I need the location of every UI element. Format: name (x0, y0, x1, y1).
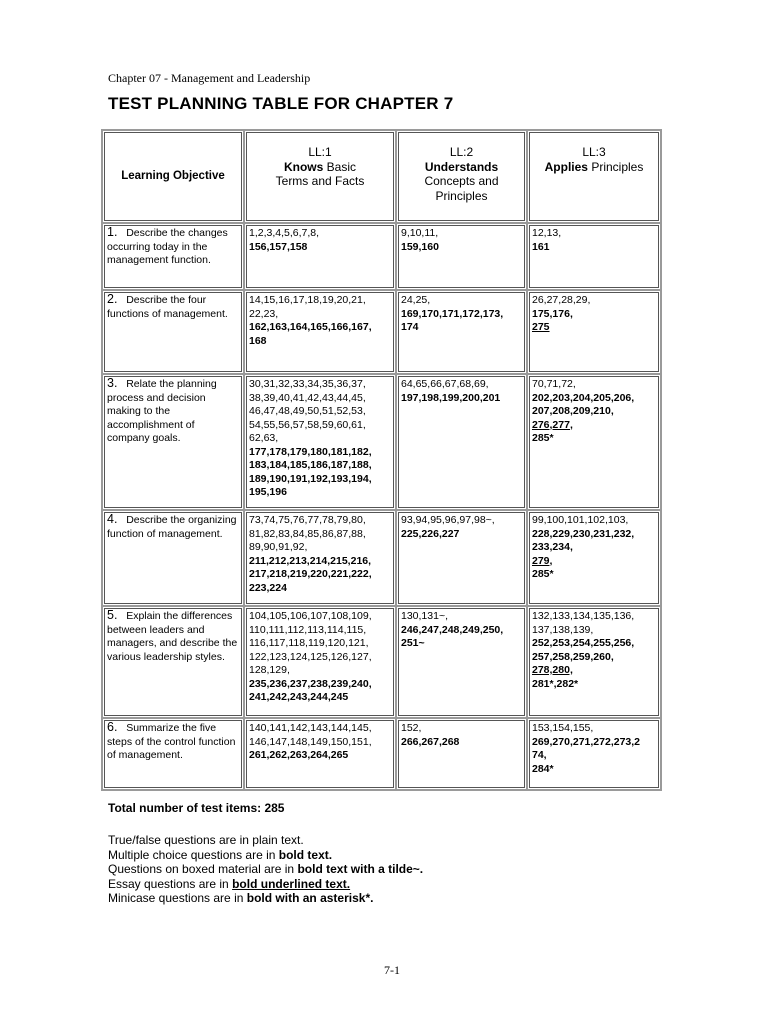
item-numbers-line: 183,184,185,186,187,188, (249, 459, 372, 471)
ll2-items-cell (397, 511, 528, 607)
objective-text: Explain the differences between leaders and managers, and describe the various leadership styles. (107, 610, 238, 663)
item-numbers-line: 74, (532, 749, 547, 761)
objective-text: Describe the four functions of management. (107, 294, 228, 320)
objective-number: 2. (107, 292, 118, 306)
table-row (103, 375, 662, 511)
objective-number: 1. (107, 225, 118, 239)
item-numbers-line: 285* (532, 568, 554, 580)
header-learning-objective: Learning Objective (103, 131, 245, 224)
item-numbers-line: 175,176, (532, 307, 573, 320)
legend-line: Essay questions are in bold underlined text. (108, 876, 351, 891)
item-numbers-line: 189,190,191,192,193,194, (249, 472, 372, 485)
item-numbers-line: 62,63, (249, 432, 279, 444)
ll3-items-cell (528, 375, 662, 511)
objective-text: Describe the changes occurring today in the management function. (107, 227, 228, 266)
table-row (103, 719, 662, 791)
ll1-items-cell (245, 511, 397, 607)
item-numbers-line: 168 (249, 334, 267, 347)
item-numbers-line: 132,133,134,135,136, (532, 610, 635, 622)
item-numbers-line: 81,82,83,84,85,86,87,88, (249, 527, 366, 540)
ll1-items-cell (245, 375, 397, 511)
item-numbers-line: 130,131~, (401, 610, 449, 622)
item-numbers-line: 241,242,243,244,245 (249, 691, 349, 703)
legend-line: Multiple choice questions are in bold text. (108, 847, 333, 862)
item-numbers-line: 9,10,11, (401, 227, 439, 239)
objective-number: 5. (107, 608, 118, 622)
item-numbers-line: 22,23, (249, 307, 279, 320)
item-numbers-line: 26,27,28,29, (532, 294, 591, 306)
item-numbers-line: 261,262,263,264,265 (249, 749, 349, 761)
learning-objective-cell (103, 375, 245, 511)
item-numbers-line: 278,280, (532, 664, 573, 676)
item-numbers-line: 161 (532, 240, 550, 253)
item-numbers-line: 153,154,155, (532, 722, 594, 734)
item-numbers-line: 269,270,271,272,273,2 (532, 735, 641, 748)
item-numbers-line: 228,229,230,231,232, (532, 527, 635, 540)
table-row (103, 607, 662, 719)
item-numbers-line: 128,129, (249, 664, 290, 676)
objective-number: 4. (107, 512, 118, 526)
ll3-items-cell (528, 511, 662, 607)
item-numbers-line: 159,160 (401, 240, 439, 253)
item-numbers-line: 54,55,56,57,58,59,60,61, (249, 418, 366, 431)
ll1-items-cell (245, 224, 397, 291)
objective-text: Summarize the five steps of the control function of management. (107, 722, 236, 761)
item-numbers-line: 162,163,164,165,166,167, (249, 321, 372, 333)
item-numbers-line: 281*,282* (532, 677, 579, 690)
objective-text: Describe the organizing function of management. (107, 514, 237, 540)
item-numbers-line: 46,47,48,49,50,51,52,53, (249, 405, 366, 417)
item-numbers-line: 156,157,158 (249, 240, 308, 253)
item-numbers-line: 279, (532, 554, 553, 567)
item-numbers-line: 174 (401, 321, 419, 333)
table-row (103, 291, 662, 375)
item-numbers-line: 211,212,213,214,215,216, (249, 554, 372, 567)
item-numbers-line: 110,111,112,113,114,115, (249, 623, 367, 636)
item-numbers-line: 266,267,268 (401, 735, 460, 748)
item-numbers-line: 252,253,254,255,256, (532, 637, 635, 649)
item-numbers-line: 140,141,142,143,144,145, (249, 722, 372, 734)
ll2-items-cell (397, 375, 528, 511)
item-numbers-line: 89,90,91,92, (249, 541, 308, 553)
item-numbers-line: 104,105,106,107,108,109, (249, 610, 372, 622)
legend-line: True/false questions are in plain text. (108, 833, 304, 847)
objective-number: 3. (107, 376, 118, 390)
item-numbers-line: 152, (401, 722, 422, 734)
legend (108, 833, 423, 906)
ll1-items-cell (245, 719, 397, 791)
ll2-items-cell (397, 719, 528, 791)
item-numbers-line: 225,226,227 (401, 527, 460, 540)
item-numbers-line: 116,117,118,119,120,121, (249, 637, 369, 649)
item-numbers-line: 202,203,204,205,206, (532, 391, 635, 404)
ll2-items-cell (397, 607, 528, 719)
item-numbers-line: 195,196 (249, 486, 287, 498)
item-numbers-line: 217,218,219,220,221,222, (249, 568, 372, 580)
item-numbers-line: 14,15,16,17,18,19,20,21, (249, 294, 366, 306)
item-numbers-line: 1,2,3,4,5,6,7,8, (249, 227, 320, 239)
item-numbers-line: 24,25, (401, 294, 431, 306)
learning-objective-cell (103, 607, 245, 719)
item-numbers-line: 235,236,237,238,239,240, (249, 677, 372, 690)
ll1-items-cell (245, 291, 397, 375)
learning-objective-cell (103, 719, 245, 791)
item-numbers-line: 177,178,179,180,181,182, (249, 445, 372, 458)
item-numbers-line: 207,208,209,210, (532, 405, 614, 417)
item-numbers-line: 285* (532, 432, 554, 444)
item-numbers-line: 93,94,95,96,97,98~, (401, 514, 495, 526)
header-ll1: LL:1 Knows Basic Terms and Facts (245, 131, 397, 224)
item-numbers-line: 12,13, (532, 227, 562, 239)
ll3-items-cell (528, 719, 662, 791)
header-ll2: LL:2 Understands Concepts and Principles (397, 131, 528, 224)
item-numbers-line: 38,39,40,41,42,43,44,45, (249, 391, 366, 404)
table-row (103, 224, 662, 291)
objective-number: 6. (107, 720, 118, 734)
item-numbers-line: 275 (532, 321, 550, 333)
total-items: Total number of test items: 285 (108, 801, 285, 815)
ll3-items-cell (528, 224, 662, 291)
item-numbers-line: 257,258,259,260, (532, 650, 614, 663)
item-numbers-line: 197,198,199,200,201 (401, 391, 501, 404)
item-numbers-line: 223,224 (249, 581, 287, 594)
objective-text: Relate the planning process and decision making to the accomplishment of company goals. (107, 378, 217, 444)
legend-line: Minicase questions are in bold with an asterisk*. (108, 891, 374, 905)
ll2-items-cell (397, 224, 528, 291)
ll2-items-cell (397, 291, 528, 375)
ll1-items-cell (245, 607, 397, 719)
item-numbers-line: 233,234, (532, 541, 573, 553)
item-numbers-line: 64,65,66,67,68,69, (401, 378, 489, 390)
item-numbers-line: 276,277, (532, 418, 573, 431)
page-title: TEST PLANNING TABLE FOR CHAPTER 7 (108, 94, 454, 113)
item-numbers-line: 146,147,148,149,150,151, (249, 735, 372, 748)
item-numbers-line: 73,74,75,76,77,78,79,80, (249, 514, 366, 526)
item-numbers-line: 169,170,171,172,173, (401, 307, 504, 320)
chapter-header: Chapter 07 - Management and Leadership (108, 71, 311, 85)
item-numbers-line: 284* (532, 762, 554, 775)
test-planning-table (101, 129, 660, 791)
header-ll3: LL:3 Applies Principles (528, 131, 662, 224)
item-numbers-line: 99,100,101,102,103, (532, 514, 629, 526)
item-numbers-line: 246,247,248,249,250, (401, 623, 504, 636)
item-numbers-line: 30,31,32,33,34,35,36,37, (249, 378, 366, 390)
item-numbers-line: 122,123,124,125,126,127, (249, 650, 372, 663)
ll3-items-cell (528, 607, 662, 719)
item-numbers-line: 70,71,72, (532, 378, 576, 390)
item-numbers-line: 251~ (401, 637, 425, 649)
learning-objective-cell (103, 291, 245, 375)
table-row (103, 511, 662, 607)
item-numbers-line: 137,138,139, (532, 623, 594, 636)
ll3-items-cell (528, 291, 662, 375)
learning-objective-cell (103, 511, 245, 607)
page-number: 7-1 (384, 963, 400, 977)
legend-line: Questions on boxed material are in bold text with a tilde~. (108, 862, 424, 876)
table-header-row (103, 131, 662, 224)
learning-objective-cell (103, 224, 245, 291)
